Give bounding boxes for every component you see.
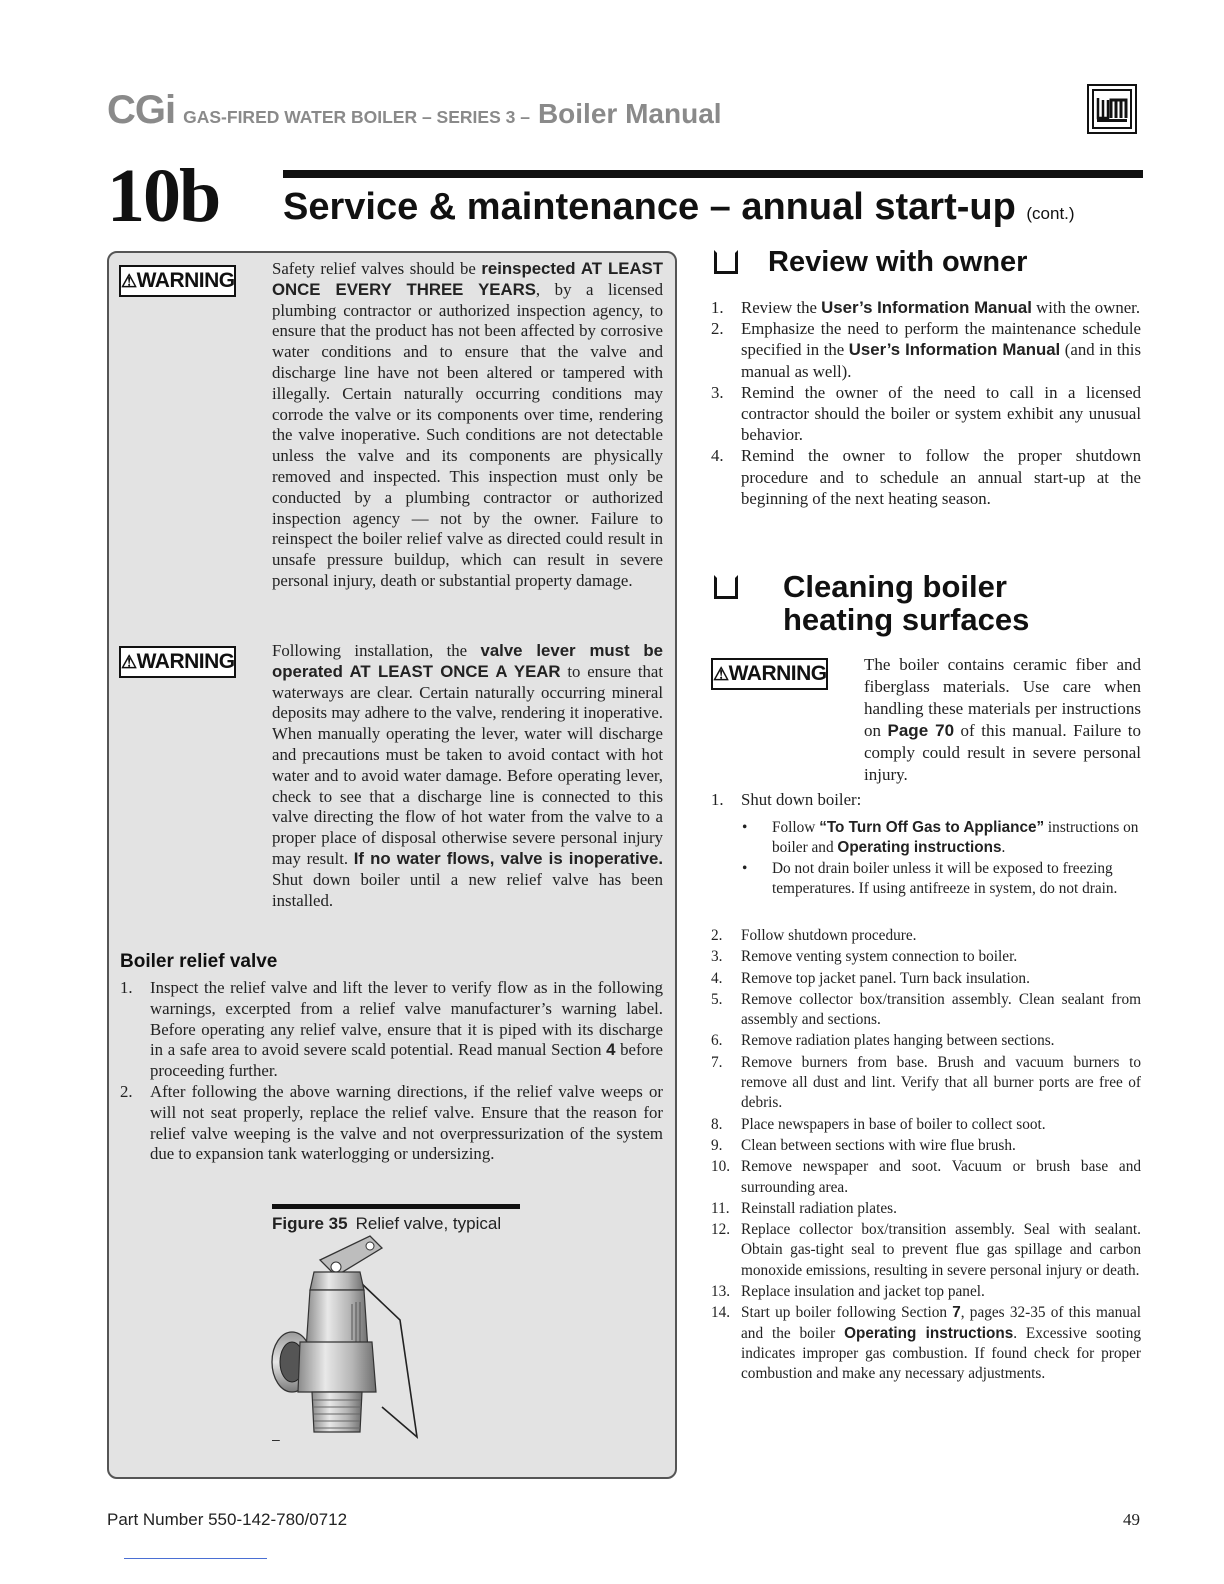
warning-label-3: ⚠WARNING [711, 658, 828, 690]
bullet-text: Follow “To Turn Off Gas to Appliance” instructions on boiler and Operating instructions. [772, 819, 1139, 857]
list-number: 10. [711, 1158, 731, 1176]
relief-step [120, 978, 663, 1082]
list-number: 1. [711, 298, 724, 317]
cleaning-heading: Cleaning boiler heating surfaces [783, 569, 1030, 637]
list-text: Start up boiler following Section 7, pages 32-35 of this manual and the boiler Operating instructions. Excessive sooting indicates improper gas combustion. If found check for proper combustion and make any necessary adjustments. [741, 1304, 1142, 1383]
wm-logo-icon [1089, 86, 1135, 132]
bullet-icon: • [742, 819, 748, 836]
page-number: 49 [1123, 1510, 1140, 1529]
list-text: Remove venting system connection to boiler. [741, 948, 1018, 966]
list-text: Emphasize the need to perform the maintenance schedule specified in the User’s Information Manual (and in this manual as well). [741, 319, 1142, 381]
warning-triangle-icon: ⚠ [121, 271, 137, 291]
cleaning-step [711, 1053, 1141, 1114]
list-number: 1. [120, 978, 133, 997]
review-item [711, 382, 1141, 446]
section-number: 10b [107, 154, 220, 238]
list-number: 7. [711, 1053, 723, 1071]
list-number: 14. [711, 1304, 731, 1322]
cleaning-step-1: 1. Shut down boiler: [711, 790, 862, 809]
bullet-item [742, 859, 1142, 900]
list-number: 8. [711, 1115, 723, 1133]
list-number: 4. [711, 446, 724, 466]
list-number: 12. [711, 1221, 731, 1239]
list-text: Replace collector box/transition assembly. Seal with sealant. Obtain gas-tight seal to prevent flue gas spillage and carbon monoxide emissions, resulting in severe personal injury or death. [741, 1221, 1141, 1279]
relief-valve-heading: Boiler relief valve [120, 951, 278, 972]
cleaning-step [711, 1115, 1141, 1135]
cleaning-step [711, 969, 1141, 989]
cleaning-checkbox-icon [714, 575, 738, 599]
list-number: 2. [711, 927, 723, 944]
cleaning-step [711, 1199, 1141, 1219]
document-header [107, 88, 887, 132]
link-underline [124, 1558, 267, 1559]
list-number: 5. [711, 990, 723, 1008]
review-heading: Review with owner [768, 246, 1028, 278]
bullet-icon: • [742, 859, 748, 877]
product-logo: CGi [107, 88, 176, 132]
list-number: 3. [711, 382, 724, 402]
list-number: 2. [120, 1081, 133, 1101]
warning-2-text: Following installation, the valve lever must be operated AT LEAST ONCE A YEAR to ensure that waterways are clear. Certain naturally occurring mineral deposits may adhere to the valve, rendering it inoperative. When manually operating the lever, water will discharge and precautions must be taken to avoid contact with hot water and to avoid water damage. Before operating lever, check to see that a discharge line is connected to this valve directing the flow of hot water from the valve to a proper place of disposal otherwise severe personal injury may result. If no water flows, valve is inoperative. Shut down boiler until a new relief valve has been installed. [272, 641, 663, 910]
list-number: 3. [711, 948, 723, 966]
list-text: After following the above warning directions, if the relief valve weeps or will not seat properly, replace the relief valve. Ensure that the reason for relief valve weeping is the valve and not overpressurization of the system due to expansion tank waterlogging or undersizing. [150, 1081, 663, 1164]
list-text: Review the User’s Information Manual with the owner. [741, 298, 1141, 317]
list-text: Remove newspaper and soot. Vacuum or brush base and surrounding area. [741, 1158, 1141, 1196]
figure-caption-text: Relief valve, typical [355, 1214, 502, 1233]
bullet-text: Do not drain boiler unless it will be exposed to freezing temperatures. If using antifreeze in system, do not drain. [772, 859, 1118, 897]
cleaning-step [711, 1136, 1141, 1156]
list-text: Inspect the relief valve and lift the lever to verify flow as in the following warnings, excerpted from a relief valve manufacturer’s warning label. Before operating any relief valve, ensure that it is piped with its discharge in a safe area to avoid severe scald potential. Read manual Section 4 before proceeding further. [150, 978, 663, 1081]
review-item [711, 318, 1141, 382]
cleaning-step [711, 947, 1141, 967]
section-title-text: Service & maintenance – annual start-up [283, 186, 1016, 228]
list-text: Remove top jacket panel. Turn back insulation. [741, 969, 1030, 987]
cleaning-step [711, 1031, 1141, 1051]
title-rule [283, 170, 1143, 178]
list-text: Remind the owner of the need to call in a licensed contractor should the boiler or system exhibit any unusual behavior. [741, 382, 1141, 445]
figure-mark: – [272, 1431, 280, 1447]
list-number: 6. [711, 1032, 723, 1050]
list-text: Reinstall radiation plates. [741, 1199, 897, 1217]
figure-number: Figure 35 [272, 1214, 348, 1233]
part-number: Part Number 550-142-780/0712 [107, 1510, 348, 1529]
relief-valve-steps [120, 978, 663, 1165]
list-text: Remove radiation plates hanging between sections. [741, 1032, 1055, 1050]
review-checkbox-icon [714, 250, 738, 274]
cleaning-warning-text: The boiler contains ceramic fiber and fiberglass materials. Use care when handling these materials per instructions on Page 70 of this manual. Failure to comply could result in severe personal injury. [864, 655, 1142, 784]
header-manual-title: Boiler Manual [537, 98, 722, 129]
cleaning-step [711, 1303, 1141, 1384]
relief-valve-illustration [262, 1232, 432, 1447]
step1-bullets [742, 818, 1142, 899]
list-text: Remove collector box/transition assembly. Clean sealant from assembly and sections. [741, 990, 1141, 1029]
list-number: 9. [711, 1136, 723, 1154]
list-text: Follow shutdown procedure. [741, 927, 917, 944]
cleaning-step [711, 990, 1141, 1031]
list-number: 2. [711, 319, 724, 339]
list-text: Remove burners from base. Brush and vacuum burners to remove all dust and lint. Verify that all burner ports are free of debris. [741, 1053, 1141, 1112]
warning-label-2: ⚠WARNING [119, 646, 236, 678]
warning-triangle-icon: ⚠ [713, 664, 729, 684]
cleaning-step [711, 1157, 1141, 1198]
cleaning-step [711, 1282, 1141, 1302]
review-item [711, 297, 1141, 318]
figure-rule [272, 1204, 520, 1209]
warning-1-text: Safety relief valves should be reinspected AT LEAST ONCE EVERY THREE YEARS, by a licensed plumbing contractor or authorized inspection agency, to ensure that the product has not been affected by corrosive water conditions and to ensure that the valve and discharge line have not been altered or tampered with illegally. Certain naturally occurring conditions may corrode the valve or its components over time, rendering the valve inoperative. Such conditions are not detectable unless the valve and its components are physically removed and inspected. This inspection must only be conducted by a plumbing contractor or authorized inspection agency — not by the owner. Failure to reinspect the boiler relief valve as directed could result in unsafe pressure buildup, which can result in severe personal injury, death or substantial property damage. [272, 259, 664, 590]
review-list [711, 297, 1141, 509]
list-number: 13. [711, 1283, 731, 1301]
warning-label-1: ⚠WARNING [119, 265, 236, 297]
relief-step [120, 1082, 663, 1165]
list-number: 4. [711, 969, 723, 987]
cleaning-step [711, 926, 1141, 946]
bullet-item [742, 818, 1142, 859]
review-item [711, 445, 1141, 509]
section-title [283, 186, 1075, 229]
warning-triangle-icon: ⚠ [121, 652, 137, 672]
list-text: Remind the owner to follow the proper shutdown procedure and to schedule an annual start-up at the beginning of the next heating season. [741, 446, 1141, 508]
list-text: Clean between sections with wire flue brush. [741, 1136, 1016, 1154]
list-text: Place newspapers in base of boiler to collect soot. [741, 1115, 1046, 1133]
figure-caption [272, 1214, 501, 1234]
section-title-cont: (cont.) [1026, 204, 1075, 223]
brand-logo [1087, 84, 1137, 134]
cleaning-step [711, 1220, 1141, 1281]
header-subtitle: GAS-FIRED WATER BOILER – SERIES 3 – [183, 107, 530, 127]
list-text: Replace insulation and jacket top panel. [741, 1283, 985, 1301]
list-number: 11. [711, 1199, 730, 1217]
cleaning-steps [711, 926, 1141, 1386]
